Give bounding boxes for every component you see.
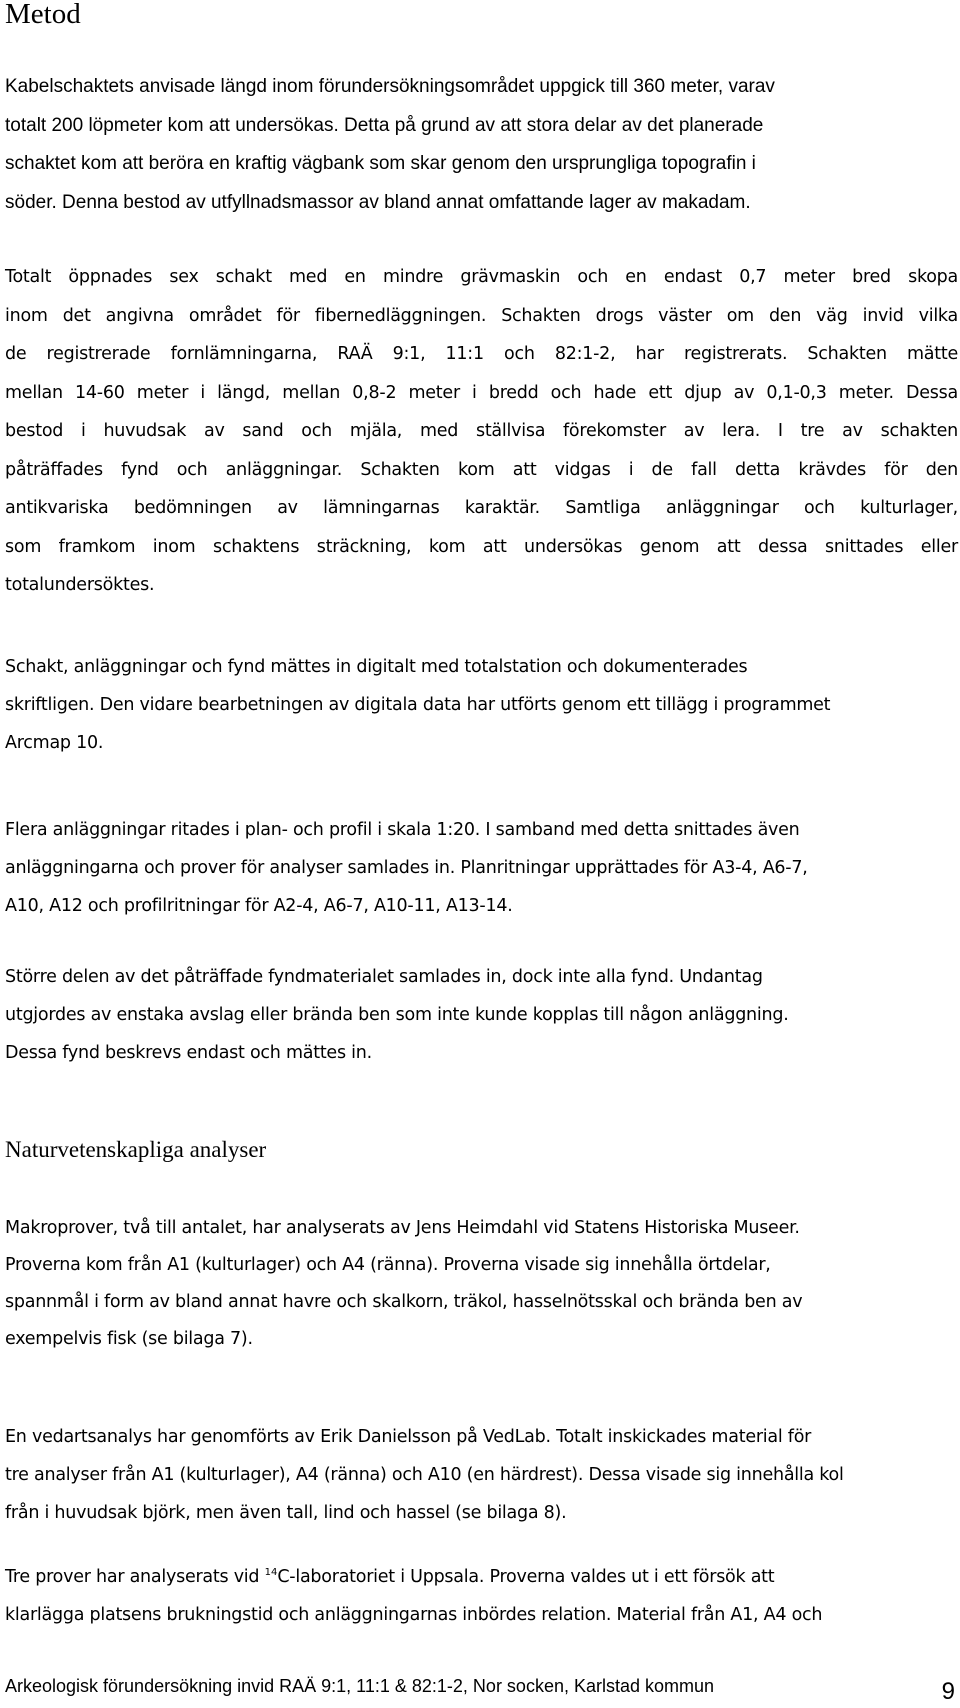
text-line: Dessa fynd beskrevs endast och mättes in. <box>5 1043 372 1063</box>
text-line: Makroprover, två till antalet, har analyserats av Jens Heimdahl vid Statens Historiska Museer. <box>5 1218 800 1238</box>
section-heading-metod: Metod <box>5 0 81 30</box>
text-line: Schakt, anläggningar och fynd mättes in digitalt med totalstation och dokumenterades <box>5 657 748 677</box>
text-line: från i huvudsak björk, men även tall, lind och hassel (se bilaga 8). <box>5 1503 567 1523</box>
text-line: spannmål i form av bland annat havre och skalkorn, träkol, hasselnötsskal och brända ben av <box>5 1292 803 1312</box>
paragraph-trenches-opened <box>5 258 958 605</box>
text-line: Proverna kom från A1 (kulturlager) och A4 (ränna). Proverna visade sig innehålla örtdelar, <box>5 1255 771 1275</box>
text-line: de registrerade fornlämningarna, RAÄ 9:1, 11:1 och 82:1-2, har registrerats. Schakten mätte <box>5 344 958 364</box>
text-line: utgjordes av enstaka avslag eller brända ben som inte kunde kopplas till någon anläggning. <box>5 1005 789 1025</box>
text-line: En vedartsanalys har genomförts av Erik Danielsson på VedLab. Totalt inskickades material för <box>5 1427 812 1447</box>
footer-text: Arkeologisk förundersökning invid RAÄ 9:1, 11:1 & 82:1-2, Nor socken, Karlstad kommun <box>5 1676 715 1696</box>
text-line: Större delen av det påträffade fyndmaterialet samlades in, dock inte alla fynd. Undantag <box>5 967 763 987</box>
text-segment: C-laboratoriet i Uppsala. Proverna valdes ut i ett försök att <box>277 1567 775 1587</box>
text-line: Flera anläggningar ritades i plan- och profil i skala 1:20. I samband med detta snittades även <box>5 820 800 840</box>
text-segment: Tre prover har analyserats vid <box>5 1567 265 1587</box>
paragraph-c14-samples <box>5 1558 822 1634</box>
text-line: som framkom inom schaktens sträckning, kom att undersökas genom att dessa snittades eller <box>5 536 958 557</box>
text-line: inom det angivna området för fibernedläggningen. Schakten drogs väster om den väg invid vilka <box>5 305 958 326</box>
paragraph-macro-samples <box>5 1210 802 1358</box>
text-line: söder. Denna bestod av utfyllnadsmassor av bland annat omfattande lager av makadam. <box>5 191 751 213</box>
paragraph-wood-analysis <box>5 1418 844 1532</box>
text-line: tre analyser från A1 (kulturlager), A4 (ränna) och A10 (en härdrest). Dessa visade sig innehålla kol <box>5 1465 844 1485</box>
text-line: totalt 200 löpmeter kom att undersökas. Detta på grund av att stora delar av det planerade <box>5 114 764 136</box>
text-line: Kabelschaktets anvisade längd inom förundersökningsområdet uppgick till 360 meter, varav <box>5 76 775 97</box>
text-line: exempelvis fisk (se bilaga 7). <box>5 1329 253 1349</box>
paragraph-finds-collected <box>5 958 789 1072</box>
page-footer <box>5 1674 955 1704</box>
text-line: schaktet kom att beröra en kraftig vägbank som skar genom den ursprungliga topografin i <box>5 153 756 174</box>
text-line: totalundersöktes. <box>5 575 155 595</box>
text-line <box>5 1558 822 1596</box>
section-heading-naturvetenskapliga: Naturvetenskapliga analyser <box>5 1137 267 1162</box>
paragraph-digital-measurement <box>5 648 830 762</box>
text-line: Totalt öppnades sex schakt med en mindre grävmaskin och en endast 0,7 meter bred skopa <box>5 267 958 287</box>
text-line: bestod i huvudsak av sand och mjäla, med ställvisa förekomster av lera. I tre av schakten <box>5 421 958 441</box>
text-line: antikvariska bedömningen av lämningarnas karaktär. Samtliga anläggningar och kulturlager, <box>5 498 958 518</box>
page-number: 9 <box>941 1678 955 1705</box>
text-line: klarlägga platsens brukningstid och anläggningarnas inbördes relation. Material från A1, A4 och <box>5 1605 823 1625</box>
text-line: skriftligen. Den vidare bearbetningen av digitala data har utförts genom ett tillägg i programmet <box>5 695 831 715</box>
text-line: Arcmap 10. <box>5 733 104 753</box>
text-line: mellan 14-60 meter i längd, mellan 0,8-2 meter i bredd och hade ett djup av 0,1-0,3 meter. Dessa <box>5 382 958 403</box>
isotope-superscript: 14 <box>264 1567 278 1578</box>
paragraph-cable-trench-length <box>5 68 775 222</box>
text-line: anläggningarna och prover för analyser samlades in. Planritningar upprättades för A3-4, A6-7, <box>5 858 808 878</box>
text-line: A10, A12 och profilritningar för A2-4, A6-7, A10-11, A13-14. <box>5 896 513 916</box>
text-line: påträffades fynd och anläggningar. Schakten kom att vidgas i de fall detta krävdes för den <box>5 459 958 480</box>
paragraph-drawings <box>5 811 808 925</box>
